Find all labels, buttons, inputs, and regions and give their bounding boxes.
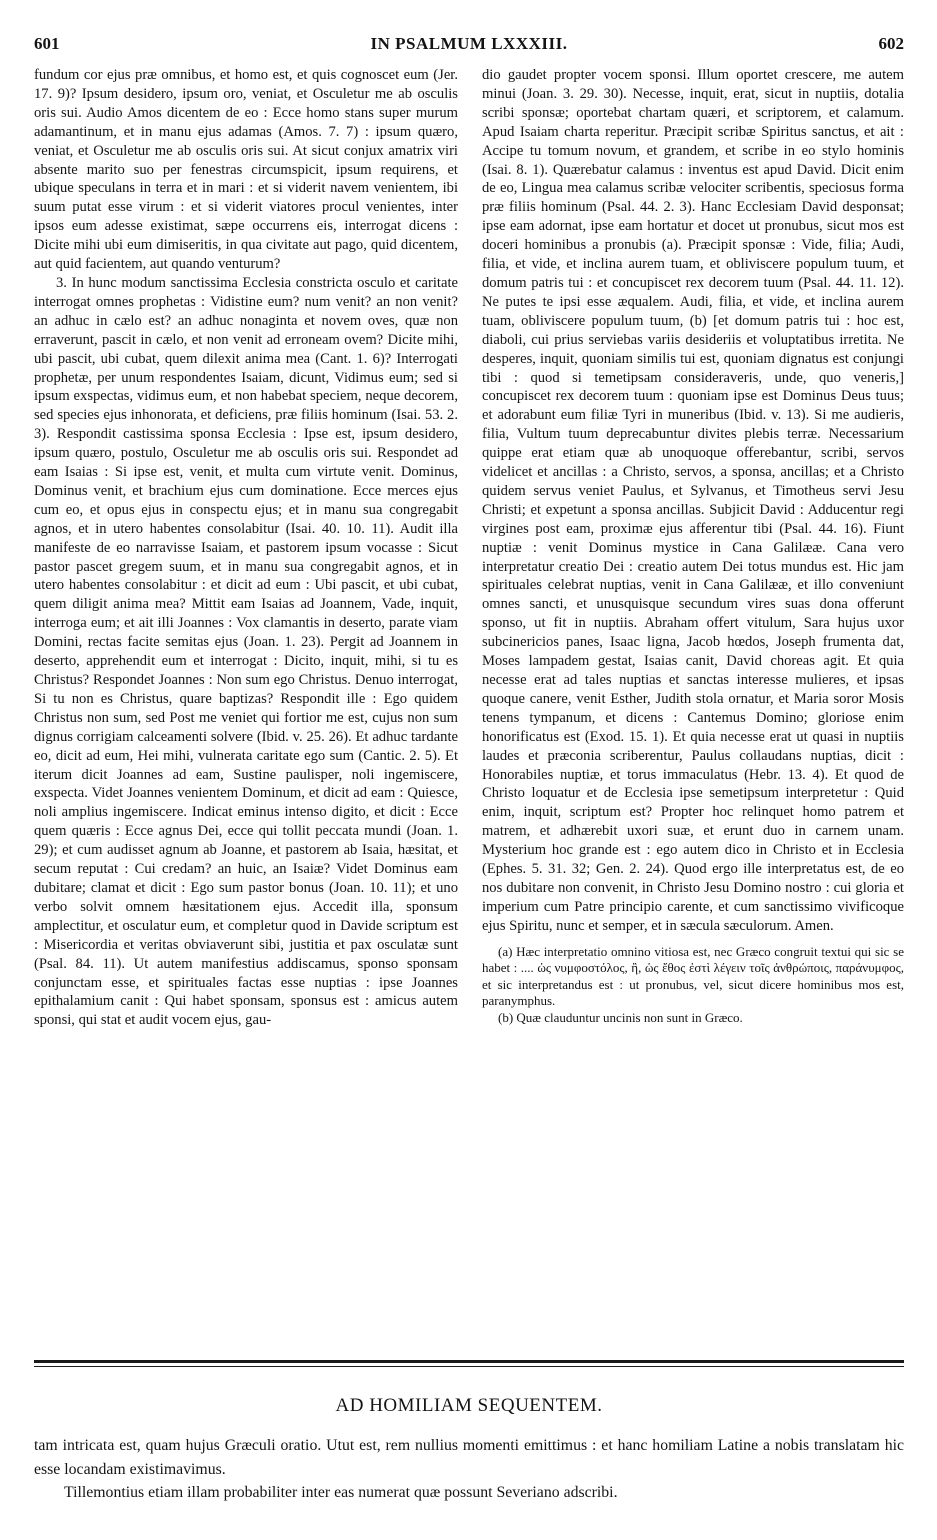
bottom-paragraph-2: Tillemontius etiam illam probabiliter inter eas numerat quæ possunt Severiano adscribi. <box>64 1484 618 1501</box>
left-column <box>34 66 458 1030</box>
footnotes <box>482 944 904 1027</box>
running-title: IN PSALMUM LXXXIII. <box>370 34 568 53</box>
left-paragraph-1: fundum cor ejus præ omnibus, et homo est, et quis cognoscet eum (Jer. 17. 9)? Ipsum desidero, ipsum oro, veniat, et Osculetur me ab osculis oris sui. Audio Amos dicentem de eo : Ecce homo stans super murum adamantinum, et in manu ejus adamas (Amos. 7. 7) : ipsum quæro, veniat, et Osculetur me ab osculis oris sui. At sicut conjux amatrix viri absente marito suo per fenestras circumspicit, ipsum requirens, et ubique speculans in terra et in mari : et si viderit navem venientem, ibi suum putat esse virum : et si viderit viatores procul venientes, inter ipsos eum adesse existimat, sæpe occurrens eis, interrogat dicens : Dicite mihi ubi eum dimiseritis, in qua civitate aut pago, quid dicentem, aut quid facientem, aut quando venturum? <box>34 67 458 273</box>
section-divider-thick <box>34 1360 904 1363</box>
right-paragraph-1: dio gaudet propter vocem sponsi. Illum oportet crescere, me autem minui (Joan. 3. 29. 30). Necesse, inquit, erat, sicut in nuptiis, dotalia scribi sponsæ; oportebat chartam quæri, et scriptorem, et calamum. Apud Isaiam charta reperitur. Præcipit scribæ Spiritus sanctus, et ait : Accipe tu tomum novum, et grandem, et scribe in eo stylo hominis (Isai. 8. 1). Quærebatur calamus : inventus est apud David. Dicit enim de eo, Lingua mea calamus scribæ velociter scribentis, speciosus forma præ filiis hominum (Psal. 44. 2. 3). Hanc Ecclesiam David desponsat; ipse eam adornat, ipse eam hortatur et docet ut pronubus, sicut mos est doceri hominibus a pronubis (a). Præcipit sponsæ : Vide, filia; Audi, filia, et vide, et inclina aurem tuam, et obliviscere populum tuum, et domum patris tui : et concupiscet rex decorem tuum (Psal. 44. 11. 12). Ne putes te ipsi esse æqualem. Audi, filia, et vide, et inclina aurem tuam, obliviscere populum tuum, (b) [et domum patris tui : hoc est, diaboli, cui prius serviebas variis desideriis et voluptatibus irretita. Ne desperes, inquit, quoniam similis tui est, quoniam dignatus est conjungi tibi : quod si temetipsam consideraveris, unde, quo veneris,] concupiscet rex decorem tuum : quoniam ipse est Dominus Deus tuus; et adorabunt eum filiæ Tyri in muneribus (Ibid. v. 13). Si me audieris, filia, Vultum tuum deprecabuntur divites plebis terræ. Necessarium quippe erat etiam quæ ab unoquoque offerebantur, scribi, servos videlicet et ancillas : a Christo, servos, a sponsa, ancillas; et a Christo quidem servus veniet Paulus, et Sylvanus, et Timotheus servi Jesu Christi; et expetunt a sponsa ancillas. Subjicit David : Adducentur regi virgines post eam, proximæ ejus afferentur tibi (Psal. 44. 16). Fiunt nuptiæ : venit Dominus mystice in Cana Galilææ. Cana vero interpretatur creatio Dei : creatio autem Dei totus mundus est. Hic jam spirituales celebrat nuptias, venit in Cana Galilææ, et illo conveniunt omnes sancti, et unusquisque secundum vires suas dona offerunt sponso, ut fit in nuptiis. Abraham offert vitulum, Sara hujus uxor subcinericios panes, Isaac ligna, Jacob hœdos, Joseph frumenta dat, Moses lampadem gestat, Isaias canit, David choreas agit. Et quia necesse erat ad tales nuptias et sanctas interesse mulieres, et ipsas quoque canere, venit Esther, Judith stola ornatur, et Maria soror Mosis tenens tympanum, et dicens : Cantemus Domino; gloriose enim honorificatus est (Exod. 15. 1). Et quia necesse erat ut quasi in nuptiis laudes et præconia scriberentur, Paulus collaudans nuptias, dicit : Honorabiles nuptiæ, et torus immaculatus (Hebr. 13. 4). Et quod de Christo loquatur et de Ecclesia ipse semetipsum interpretetur : Quid enim, inquit, scriptum est? Propter hoc relinquet homo patrem et matrem, et adhærebit uxori suæ, et erunt duo in carnem unam. Mysterium hoc grande est : ego autem dico in Christo et in Ecclesia (Ephes. 5. 31. 32; Gen. 2. 24). Quod ergo ille interpretatus est, de eo nos dubitare non convenit, in Christo Jesu Domino nostro : cui gloria et imperium cum Patre principio carente, et cum sanctissimo vivificoque ejus Spiritu, nunc et semper, et in sæcula sæculorum. Amen. <box>482 67 904 934</box>
footnote-b: (b) Quæ clauduntur uncinis non sunt in Græco. <box>498 1009 743 1025</box>
page-number-right: 602 <box>878 34 904 53</box>
section-divider-thin <box>34 1366 904 1367</box>
section-title: AD HOMILIAM SEQUENTEM. <box>335 1395 603 1416</box>
page-number-left: 601 <box>34 34 60 53</box>
footnote-a: (a) Hæc interpretatio omnino vitiosa est, nec Græco congruit textui qui sic se habet : .... ὡς νυμφοστόλος, ἢ, ὡς ἔθος ἐστὶ λέγειν τοῖς ἀνθρώποις, παράνυμφος, et sic interpretandus est : ut pronubus, vel, sicut dicere hominibus mos est, paranymphus. <box>482 943 904 1009</box>
bottom-text <box>34 1434 904 1505</box>
bottom-paragraph-1: tam intricata est, quam hujus Græculi oratio. Utut est, rem nullius momenti emittimus : et hanc homiliam Latine a nobis translatam hic esse locandam existimavimus. <box>34 1437 904 1478</box>
left-paragraph-2: 3. In hunc modum sanctissima Ecclesia constricta osculo et caritate interrogat omnes prophetas : Vidistine eum? num venit? an non venit? an adhuc in cælo est? an adhuc nonaginta et novem oves, quæ non erraverunt, pascit in cælo, et non venit ad erroneam ovem? Dicite mihi, ubi pascit, ubi cubat, quem dilexit anima mea (Cant. 1. 6)? Interrogati prophetæ, per unum respondentes Isaiam, dicunt, Vidimus eum; sed si ipsum exspectas, vidimus eum, et non habebat speciem, neque decorem, sed species ejus inhonorata, et deficiens, præ filiis hominum (Isai. 53. 2. 3). Respondit castissima sponsa Ecclesia : Ipse est, ipsum desidero, ipsum quæro, postulo, Osculetur me ab osculis oris sui. Respondet ad eam Isaias : Si ipse est, venit, et multa cum virtute venit. Dominus, Dominus venit, et brachium ejus cum dominatione. Ecce merces ejus cum eo, et opus ejus in conspectu ejus; et in manu sua congregabit agnos, et in utero habentes consolabitur (Isai. 40. 10. 11). Audit illa manifeste de eo narravisse Isaiam, et pastorem ipsum vocasse : Sicut pastor pascet gregem suum, et in manu sua congregabit agnos, et in utero habentes consolabitur : et dicit ad eum : Ubi pascit, et ubi cubat, quem diligit anima mea? Mittit eam Isaias ad Joannem, Vade, inquit, interroga eum; et ait illi Joannes : Vox clamantis in deserto, parate viam Domini, rectas facite semitas ejus (Joan. 1. 23). Pergit ad Joannem in deserto, apprehendit eum et interrogat : Dicito, inquit, mihi, si tu es Christus? Respondet Joannes : Non sum ego Christus. Denuo interrogat, Si tu non es Christus, quare baptizas? Respondit ille : Ego quidem Christus non sum, sed Post me veniet qui fortior me est, cujus non sum dignus corrigiam calceamenti solvere (Ibid. v. 25. 26). Et adhuc tardante eo, dicit ad eum, Hei mihi, vulnerata caritate ego sum (Cantic. 2. 5). Et iterum dicit Joannes ad eam, Sustine paulisper, noli ingemiscere, exspecta. Videt Joannes venientem Dominum, et dicit ad eam : Quiesce, noli amplius ingemiscere. Indicat eminus intenso digito, et dicit : Ecce quem quæris : Ecce agnus Dei, ecce qui tollit peccata mundi (Joan. 1. 29); et cum audisset agnum ab Joanne, et pastorem ab Isaia, hæsitat, et secum reputat : Cui credam? an huic, an Isaiæ? Videt Dominus eam dubitare; clamat et dicit : Ego sum pastor bonus (Joan. 10. 11); et uno verbo solvit omnem hæsitationem ejus. Accedit illa, sponsum amplectitur, et osculatur eum, et completur quod in Davide scriptum est : Misericordia et veritas obviaverunt sibi, justitia et pax osculatæ sunt (Psal. 84. 11). Ut autem manifestius addiscamus, sponso sponsam conjunctam esse, et spirituales factas esse nuptias : ipse Joannes epithalamium canit : Qui habet sponsam, sponsus est : amicus autem sponsi, qui stat et audit vocem ejus, gau- <box>34 274 458 1029</box>
right-column <box>482 66 904 1026</box>
running-header <box>34 34 904 62</box>
